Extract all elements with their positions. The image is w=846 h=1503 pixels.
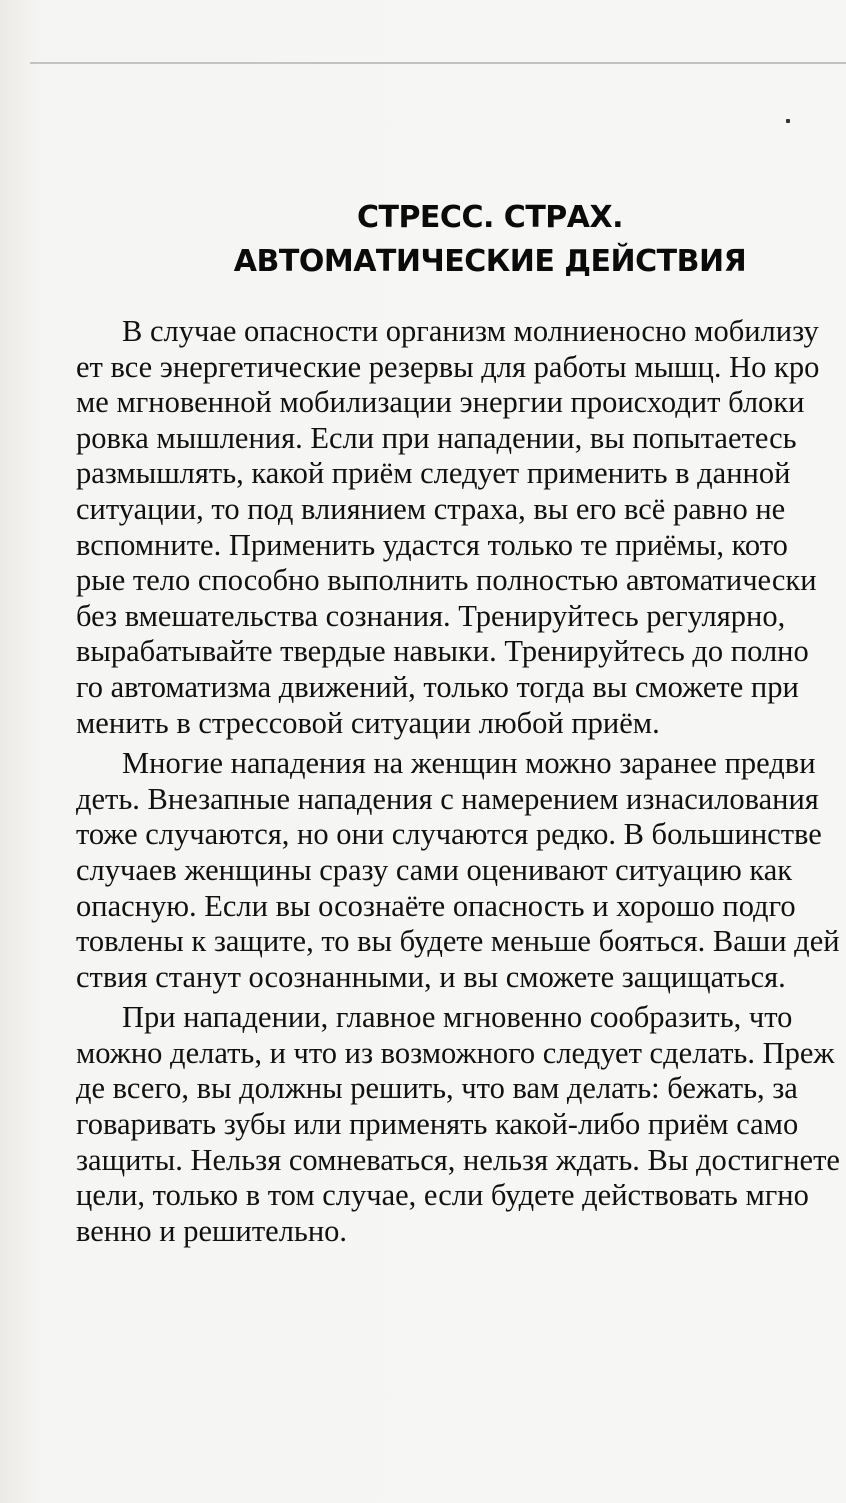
text-line: товлены к защите, то вы будете меньше бояться. Ваши дей xyxy=(76,924,840,959)
body-text xyxy=(76,314,846,1249)
text-line: вырабатывайте твердые навыки. Тренируйтесь до полно xyxy=(76,634,809,669)
text-line: можно делать, и что из возможного следует сделать. Преж xyxy=(76,1035,835,1070)
text-line: ме мгновенной мобилизации энергии происходит блоки xyxy=(76,385,805,420)
text-line: ситуации, то под влиянием страха, вы его всё равно не xyxy=(76,491,786,526)
text-line: ровка мышления. Если при нападении, вы попытаетесь xyxy=(76,420,797,455)
text-line: вспомните. Применить удастся только те приёмы, кото xyxy=(76,527,788,562)
text-line: деть. Внезапные нападения с намерением изнасилования xyxy=(76,781,819,816)
text-line: рые тело способно выполнить полностью автоматически xyxy=(76,563,817,598)
text-line: цели, только в том случае, если будете действовать мгно xyxy=(76,1178,809,1213)
text-line: менить в стрессовой ситуации любой приём. xyxy=(76,705,660,740)
text-line: го автоматизма движений, только тогда вы сможете при xyxy=(76,669,799,704)
text-line: говаривать зубы или применять какой-либо приём само xyxy=(76,1107,799,1142)
text-line: защиты. Нельзя сомневаться, нельзя ждать. Вы достигнете xyxy=(76,1142,840,1177)
text-line: ет все энергетические резервы для работы мышц. Но кро xyxy=(76,349,820,384)
header-rule xyxy=(30,62,846,64)
text-line: без вмешательства сознания. Тренируйтесь регулярно, xyxy=(76,598,786,633)
text-line: При нападении, главное мгновенно сообразить, что xyxy=(122,1000,793,1035)
heading-line-2: АВТОМАТИЧЕСКИЕ ДЕЙСТВИЯ xyxy=(233,244,747,279)
text-line: де всего, вы должны решить, что вам делать: бежать, за xyxy=(76,1071,798,1106)
text-line: В случае опасности организм молниеносно мобилизу xyxy=(122,314,819,348)
paragraph xyxy=(76,314,846,741)
section-heading xyxy=(60,196,846,284)
text-line: Многие нападения на женщин можно заранее предви xyxy=(122,746,816,781)
text-line: тоже случаются, но они случаются редко. В большинстве xyxy=(76,817,822,852)
paragraph xyxy=(76,1000,846,1249)
paragraph xyxy=(76,746,846,995)
text-line: ствия станут осознанными, и вы сможете защищаться. xyxy=(76,959,786,994)
text-line: случаев женщины сразу сами оценивают ситуацию как xyxy=(76,852,793,887)
text-line: размышлять, какой приём следует применить в данной xyxy=(76,456,791,491)
text-line: опасную. Если вы осознаёте опасность и хорошо подго xyxy=(76,888,796,923)
text-line: венно и решительно. xyxy=(76,1213,348,1248)
heading-line-1: СТРЕСС. СТРАХ. xyxy=(356,200,624,235)
ink-speck xyxy=(786,119,790,123)
